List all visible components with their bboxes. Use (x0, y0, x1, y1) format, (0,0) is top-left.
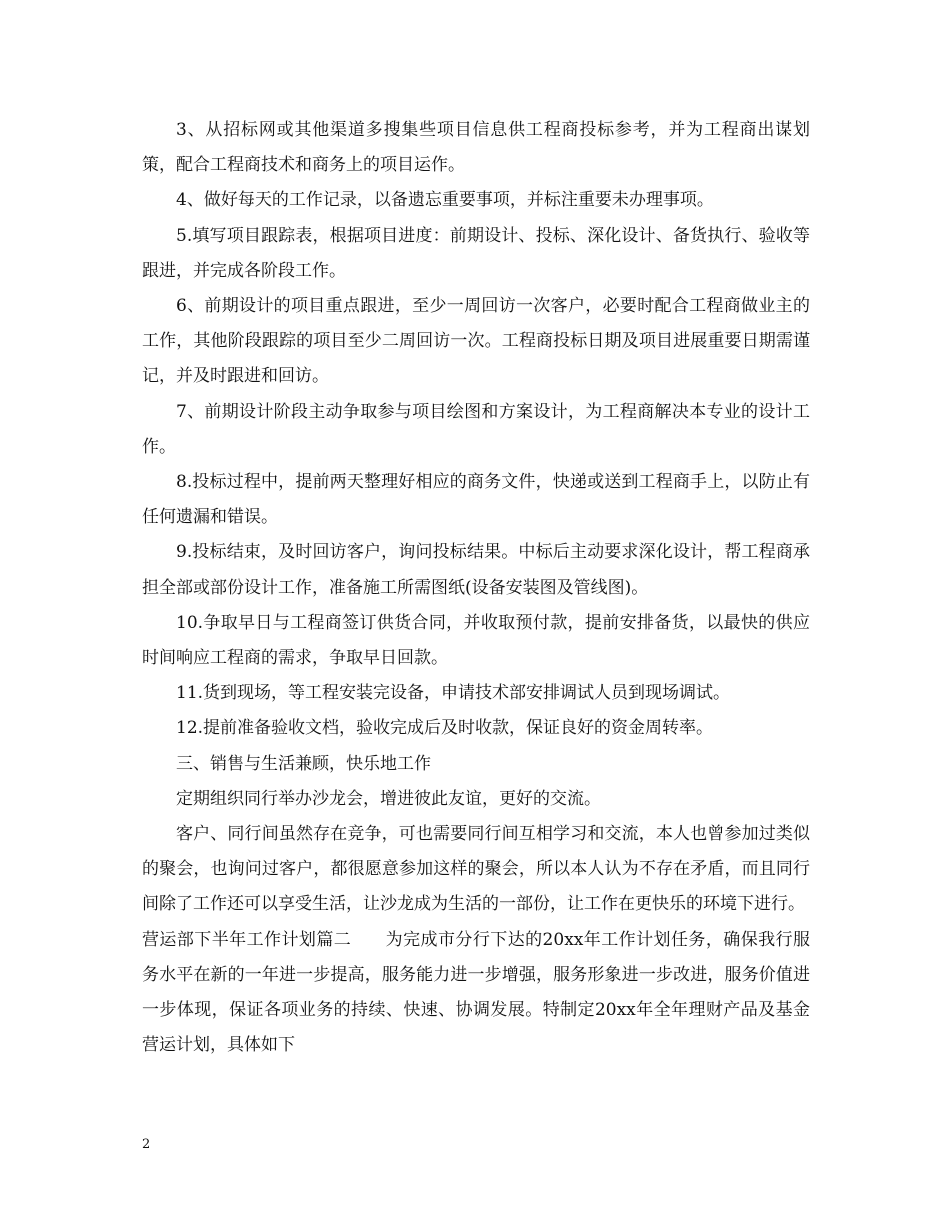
paragraph-item-8: 8.投标过程中，提前两天整理好相应的商务文件，快递或送到工程商手上，以防止有任何遗漏和错误。 (142, 472, 810, 528)
paragraph-item-5: 5.填写项目跟踪表，根据项目进度：前期设计、投标、深化设计、备货执行、验收等跟进，并完成各阶段工作。 (142, 225, 810, 281)
paragraph-item-9: 9.投标结束，及时回访客户，询问投标结果。中标后主动要求深化设计，帮工程商承担全部或部份设计工作，准备施工所需图纸(设备安装图及管线图)。 (142, 542, 810, 598)
section-body: 为完成市分行下达的20xx年工作计划任务，确保我行服务水平在新的一年进一步提高，服务能力进一步增强，服务形象进一步改进，服务价值进一步体现，保证各项业务的持续、快速、协调发展。特制定20xx年全年理财产品及基金营运计划，具体如下 (142, 929, 811, 1056)
competition-paragraph: 客户、同行间虽然存在竞争，可也需要同行间互相学习和交流，本人也曾参加过类似的聚会，也询问过客户，都很愿意参加这样的聚会，所以本人认为不存在矛盾，而且同行间除了工作还可以享受生活，让沙龙成为生活的一部份，让工作在更快乐的环境下进行。 (142, 824, 810, 915)
document-body (142, 113, 810, 1063)
page-number: 2 (142, 1137, 151, 1152)
paragraph-item-10: 10.争取早日与工程商签订供货合同，并收取预付款，提前安排备货，以最快的供应时间响应工程商的需求，争取早日回款。 (142, 612, 810, 669)
section-title: 营运部下半年工作计划篇二 (142, 929, 352, 950)
paragraph-item-11: 11.货到现场，等工程安装完设备，申请技术部安排调试人员到现场调试。 (176, 683, 731, 704)
paragraph-item-3: 3、从招标网或其他渠道多搜集些项目信息供工程商投标参考，并为工程商出谋划策，配合工程商技术和商务上的项目运作。 (142, 120, 810, 176)
paragraph-item-6: 6、前期设计的项目重点跟进，至少一周回访一次客户，必要时配合工程商做业主的工作，其他阶段跟踪的项目至少二周回访一次。工程商投标日期及项目进展重要日期需谨记，并及时跟进和回访。 (142, 296, 810, 387)
salon-paragraph: 定期组织同行举办沙龙会，增进彼此友谊，更好的交流。 (176, 788, 601, 809)
paragraph-item-7: 7、前期设计阶段主动争取参与项目绘图和方案设计，为工程商解决本专业的设计工作。 (142, 401, 810, 457)
section-heading-three: 三、销售与生活兼顾，快乐地工作 (176, 753, 431, 774)
paragraph-item-12: 12.提前准备验收文档，验收完成后及时收款，保证良好的资金周转率。 (176, 718, 714, 739)
section-two-paragraph (142, 923, 810, 1064)
paragraph-item-4: 4、做好每天的工作记录，以备遗忘重要事项，并标注重要未办理事项。 (176, 190, 714, 211)
